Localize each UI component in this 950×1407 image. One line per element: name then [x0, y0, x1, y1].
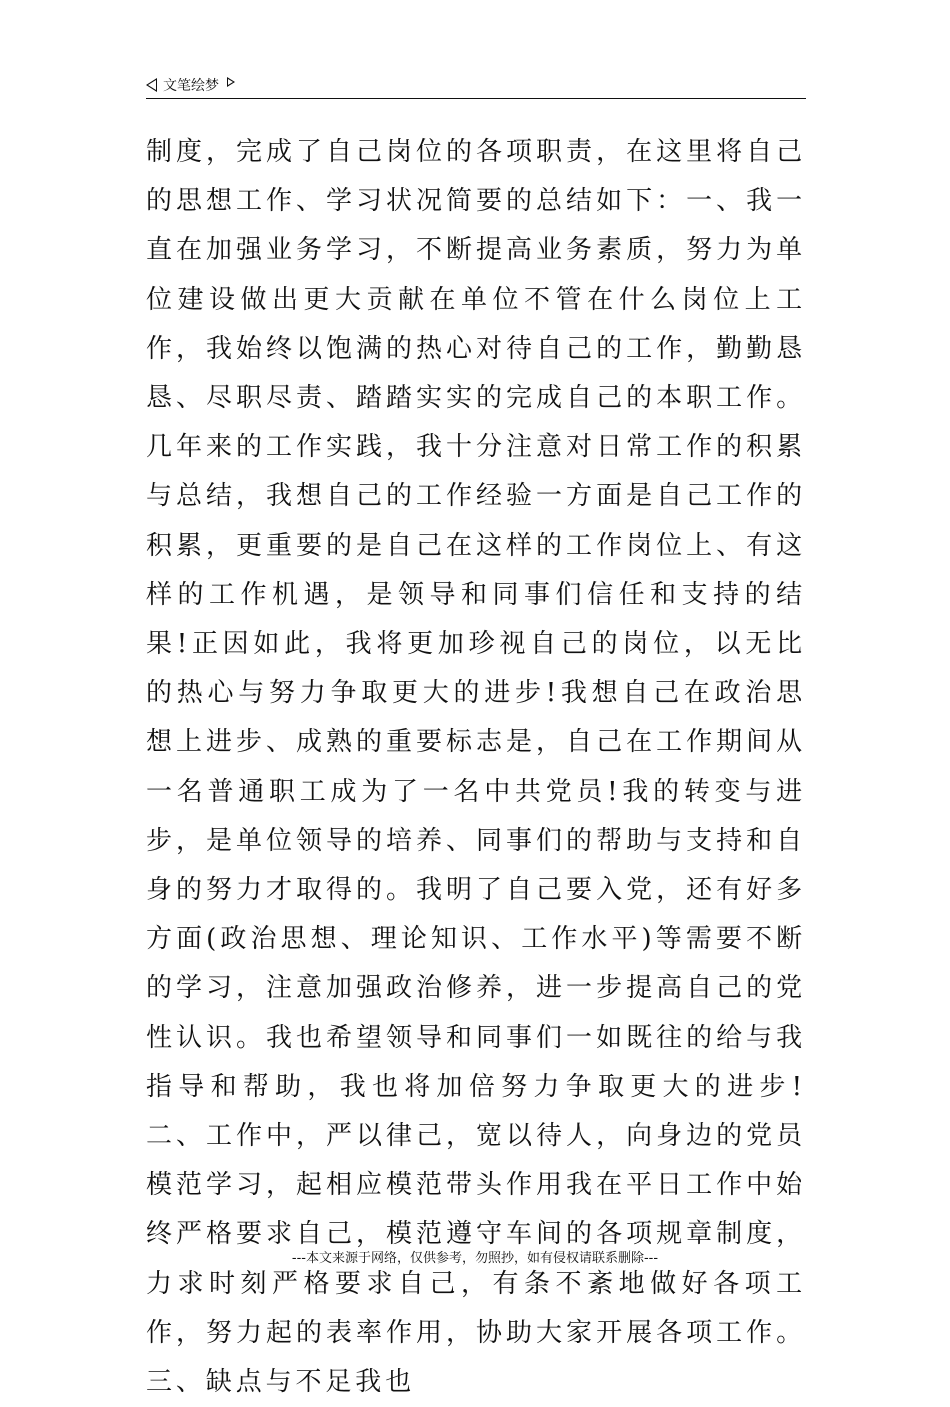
- body-paragraph: 制度，完成了自己岗位的各项职责，在这里将自己的思想工作、学习状况简要的总结如下：一、我一直在加强业务学习，不断提高业务素质，努力为单位建设做出更大贡献在单位不管在什么岗位上工作，我始终以饱满的热心对待自己的工作，勤勤恳恳、尽职尽责、踏踏实实的完成自己的本职工作。几年来的工作实践，我十分注意对日常工作的积累与总结，我想自己的工作经验一方面是自己工作的积累，更重要的是自己在这样的工作岗位上、有这样的工作机遇，是领导和同事们信任和支持的结果!正因如此，我将更加珍视自己的岗位，以无比的热心与努力争取更大的进步!我想自己在政治思想上进步、成熟的重要标志是，自己在工作期间从一名普通职工成为了一名中共党员!我的转变与进步，是单位领导的培养、同事们的帮助与支持和自身的努力才取得的。我明了自己要入党，还有好多方面(政治思想、理论知识、工作水平)等需要不断的学习，注意加强政治修养，进一步提高自己的党性认识。我也希望领导和同事们一如既往的给与我指导和帮助，我也将加倍努力争取更大的进步!二、工作中，严以律己，宽以待人，向身边的党员模范学习，起相应模范带头作用我在平日工作中始终严格要求自己，模范遵守车间的各项规章制度，力求时刻严格要求自己，有条不紊地做好各项工作，努力起的表率作用，协助大家开展各项工作。三、缺点与不足我也: [146, 137, 806, 1398]
- page-header: [146, 74, 806, 96]
- header-divider: [146, 98, 806, 99]
- right-triangle-icon: [227, 77, 235, 87]
- header-title: 文笔绘梦: [163, 78, 219, 94]
- left-triangle-icon: [146, 78, 157, 92]
- footer-disclaimer: ---本文来源于网络，仅供参考，勿照抄，如有侵权请联系删除---: [291, 1251, 659, 1266]
